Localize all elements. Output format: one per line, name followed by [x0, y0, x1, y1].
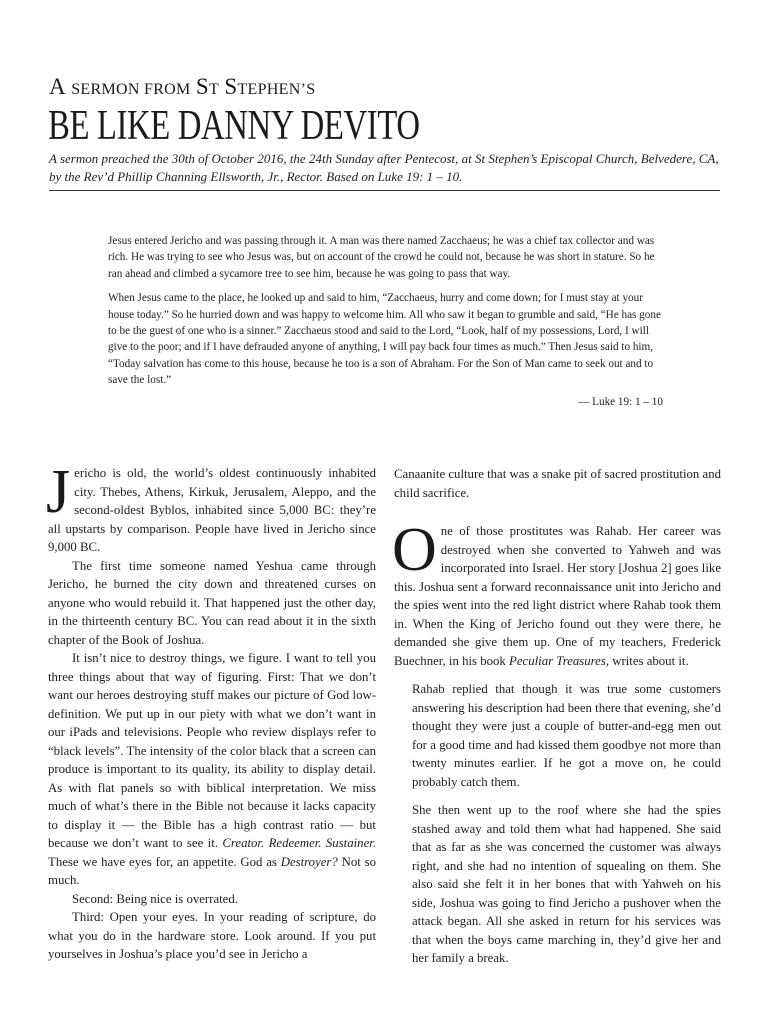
emphasis-text: Destroyer?: [280, 854, 338, 869]
sermon-subtitle: A sermon preached the 30th of October 2016, the 24th Sunday after Pentecost, at St Stephen’s Episcopal Church, Belvedere, CA, by the Rev’d Phillip Channing Ellsworth, Jr., Rector. Based on Luke 19: 1 – 10.: [49, 151, 719, 184]
kicker-letter: A: [49, 74, 66, 99]
kicker-sermon: SERMON FROM: [71, 81, 191, 98]
kicker-letter: S: [195, 74, 209, 99]
kicker-letter: T: [208, 81, 220, 98]
left-column: [46, 458, 377, 964]
emphasis-text: Creator. Redeemer. Sustainer.: [222, 836, 377, 850]
paragraph-text: These we have eyes for, an appetite. God as: [48, 854, 277, 869]
block-quote: [412, 680, 721, 968]
paragraph-text: Not so much.: [48, 854, 377, 887]
quote-paragraph: She then went up to the roof where she had the spies stashed away and told them what had happened. She said that as far as she was concerned the customer was always right, and she had no intention of squealing on them. She also said she felt it in her bones that with Yahweh on his side, Joshua was going to find Jericho a pushover when the attack began. All she asked in return for his services was that when the boys came marching in, they’d give her and her family a break.: [412, 803, 721, 965]
kicker-church: TEPHEN’S: [237, 81, 316, 98]
header-divider: [49, 190, 720, 191]
body-paragraph: Third: Open your eyes. In your reading of scripture, do what you do in the hardware store. Look around. If you put yourselves in Joshua’s place you’d see in Jericho a: [48, 910, 376, 961]
drop-cap: O: [392, 516, 437, 584]
right-column: [394, 465, 721, 978]
page-title: BE LIKE DANNY DEVITO: [48, 103, 420, 149]
scripture-paragraph: When Jesus came to the place, he looked up and said to him, “Zacchaeus, hurry and come down; for I must stay at your house today.” So he hurried down and was happy to welcome him. All who saw it began to grumble and said, “He has gone to be the guest of one who is a sinner.” Zacchaeus stood and said to the Lord, “Look, half of my possessions, Lord, I will give to the poor; and if I have defrauded anyone of anything, I will pay back four times as much.” Then Jesus said to him, “Today salvation has come to this house, because he too is a son of Abraham. For the Son of Man came to seek out and to save the lost.”: [108, 292, 661, 387]
body-paragraph: Second: Being nice is overrated.: [72, 891, 238, 906]
drop-cap: J: [46, 458, 71, 526]
body-paragraph: [392, 516, 721, 670]
book-title: Peculiar Treasures: [509, 653, 606, 668]
paragraph-text: , writes about it.: [605, 653, 689, 668]
quote-paragraph: Rahab replied that though it was true some customers answering his description had been there that evening, she’d thought they were just a couple of butter-and-egg men out for a good time and had kissed them goodbye not more than twenty minutes earlier. If he got a move on, he could probably catch them.: [412, 682, 721, 789]
paragraph-text: ne of those prostitutes was Rahab. Her career was destroyed when she converted to Yahweh and was incorporated into Israel. Her story [Joshua 2] goes like this. Joshua sent a forward reconnaissance unit into Jericho and the spies went into the red light district where Rahab took them in. When the King of Jericho found out they were there, he demanded she give them up. One of my teachers, Frederick Buechner, in his book: [394, 524, 721, 668]
body-paragraph: Canaanite culture that was a snake pit of sacred prostitution and child sacrifice.: [394, 467, 721, 500]
paragraph-text: ericho is old, the world’s oldest continuously inhabited city. Thebes, Athens, Kirkuk, Jerusalem, Aleppo, and the second-oldest Byblos, inhabited since 5,000 BC: they’re all upstarts by comparison. People have lived in Jericho since 9,000 BC.: [48, 466, 376, 554]
paragraph-spacer: [394, 502, 721, 522]
scripture-paragraph: Jesus entered Jericho and was passing through it. A man was there named Zacchaeus; he was a chief tax collector and was rich. He was trying to see who Jesus was, but on account of the crowd he could not, because he was short in stature. So he ran ahead and climbed a sycamore tree to see him, because he was going to pass that way.: [108, 235, 655, 280]
scripture-citation: — Luke 19: 1 – 10: [578, 395, 663, 408]
body-paragraph: [46, 458, 376, 557]
paragraph-text: It isn’t nice to destroy things, we figure. I want to tell you three things about that way of figuring. First: That we don’t want our heroes destroying stuff makes our picture of God low-definition. We put up in our piety with what we don’t want in our iPads and televisions. People who review displays refer to “black levels”. The intensity of the color black that a screen can produce is important to its quality, its ability to display detail. As with flat panels so with biblical interpretation. We miss much of what’s there in the Bible not because it lacks capacity to display it — the Bible has a high contrast ratio — but because we don’t want to see it.: [48, 651, 376, 850]
kicker-heading: [49, 74, 315, 100]
body-paragraph: The first time someone named Yeshua came through Jericho, he burned the city down and threatened curses on anyone who would rebuild it. That happened just the other day, in the thirteenth century BC. You can read about it in the sixth chapter of the Book of Joshua.: [48, 558, 376, 647]
scripture-block: [108, 233, 663, 418]
kicker-letter: S: [224, 74, 238, 99]
body-paragraph: [48, 649, 376, 890]
